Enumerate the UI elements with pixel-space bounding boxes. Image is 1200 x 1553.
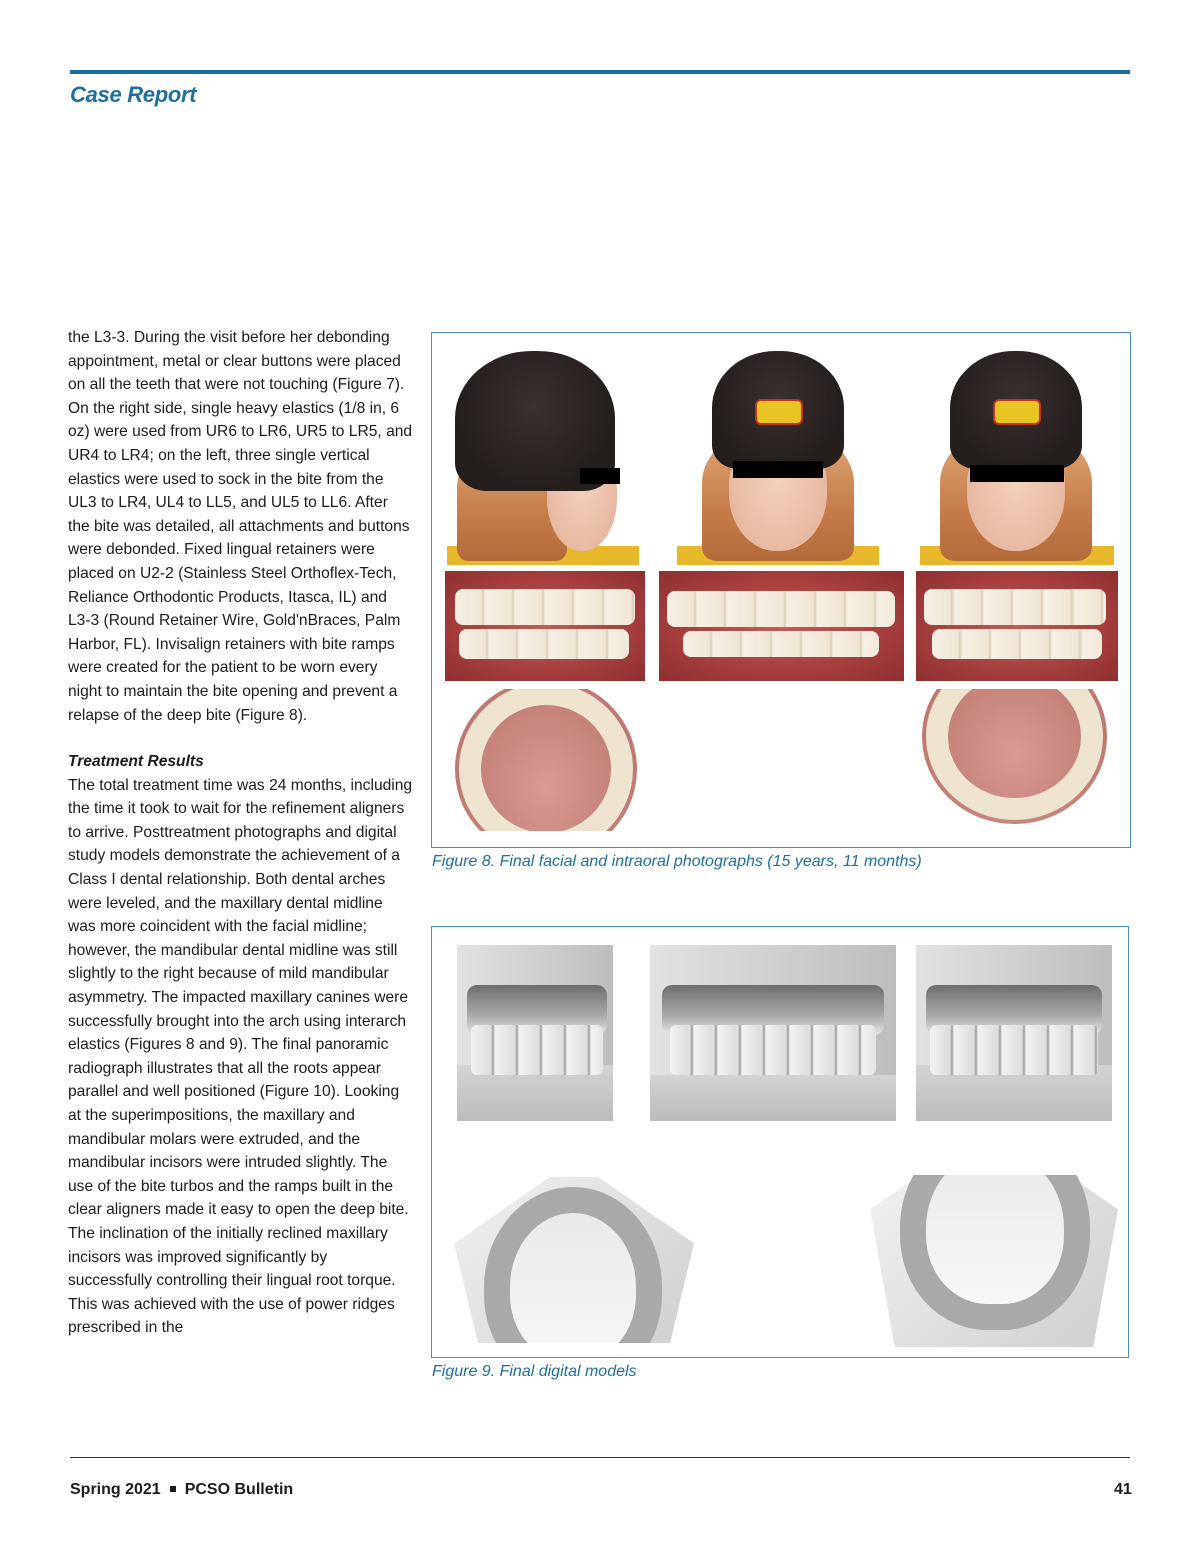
- header-rule: [70, 70, 1130, 74]
- body-paragraph-2: The total treatment time was 24 months, including the time it took to wait for the refinement aligners to arrive. Posttreatment photographs and digital study models demonstrate the achievement of a Class I dental relationship. Both dental arches were leveled, and the maxillary dental midline was more coincident with the facial midline; however, the mandibular dental midline was still slightly to the right because of mild mandibular asymmetry. The impacted maxillary canines were successfully brought into the arch using interarch elastics (Figures 8 and 9). The final panoramic radiograph illustrates that all the roots appear parallel and well positioned (Figure 10). Looking at the superimpositions, the maxillary and mandibular molars were extruded, and the mandibular incisors were intruded slightly. The use of the bite turbos and the ramps built in the clear aligners made it easy to open the deep bite. The inclination of the initially reclined maxillary incisors was improved significantly by successfully controlling their lingual root torque. This was achieved with the use of power ridges prescribed in the: [68, 776, 413, 1337]
- digital-model-frontal: [650, 945, 896, 1121]
- digital-model-lower-occlusal: [870, 1175, 1118, 1347]
- facial-photo-smile: [920, 351, 1114, 565]
- figure-9-panel: [431, 926, 1129, 1358]
- page-number: 41: [1114, 1481, 1132, 1498]
- occlusal-photo-lower: [912, 689, 1117, 827]
- facial-photo-profile: [447, 351, 639, 565]
- figure-8-caption: Figure 8. Final facial and intraoral photographs (15 years, 11 months): [432, 853, 922, 870]
- footer-separator: [170, 1486, 176, 1492]
- figure-8-panel: [431, 332, 1131, 848]
- footer-publication: PCSO Bulletin: [184, 1481, 294, 1498]
- subheading-treatment-results: Treatment Results: [68, 753, 204, 771]
- intraoral-photo-right: [445, 571, 645, 681]
- body-paragraph-1: the L3-3. During the visit before her debonding appointment, metal or clear buttons were placed on all the teeth that were not touching (Figure 7). On the right side, single heavy elastics (1/8 in, 6 oz) were used from UR6 to LR6, UR5 to LR5, and UR4 to LR4; on the left, three single vertical elastics were used to sock in the bite from the UL3 to LR4, UL4 to LL5, and UL5 to LL6. After the bite was detailed, all attachments and buttons were debonded. Fixed lingual retainers were placed on U2-2 (Stainless Steel Orthoflex-Tech, Reliance Orthodontic Products, Itasca, IL) and L3-3 (Round Retainer Wire, Gold'nBraces, Palm Harbor, FL). Invisalign retainers with bite ramps were created for the patient to be worn every night to maintain the bite opening and prevent a relapse of the deep bite (Figure 8).: [68, 329, 413, 724]
- digital-model-right: [457, 945, 613, 1121]
- intraoral-photo-left: [916, 571, 1118, 681]
- figure-9-caption: Figure 9. Final digital models: [432, 1363, 637, 1380]
- digital-model-upper-occlusal: [454, 1167, 694, 1343]
- footer-issue: Spring 2021: [70, 1481, 161, 1498]
- footer-issue-info: [70, 1481, 293, 1499]
- digital-model-left: [916, 945, 1112, 1121]
- section-title: Case Report: [70, 82, 197, 107]
- occlusal-photo-upper: [445, 689, 647, 831]
- facial-photo-frontal: [677, 351, 879, 565]
- footer-rule: [70, 1457, 1130, 1458]
- intraoral-photo-frontal: [659, 571, 904, 681]
- body-text-column: [68, 326, 413, 1340]
